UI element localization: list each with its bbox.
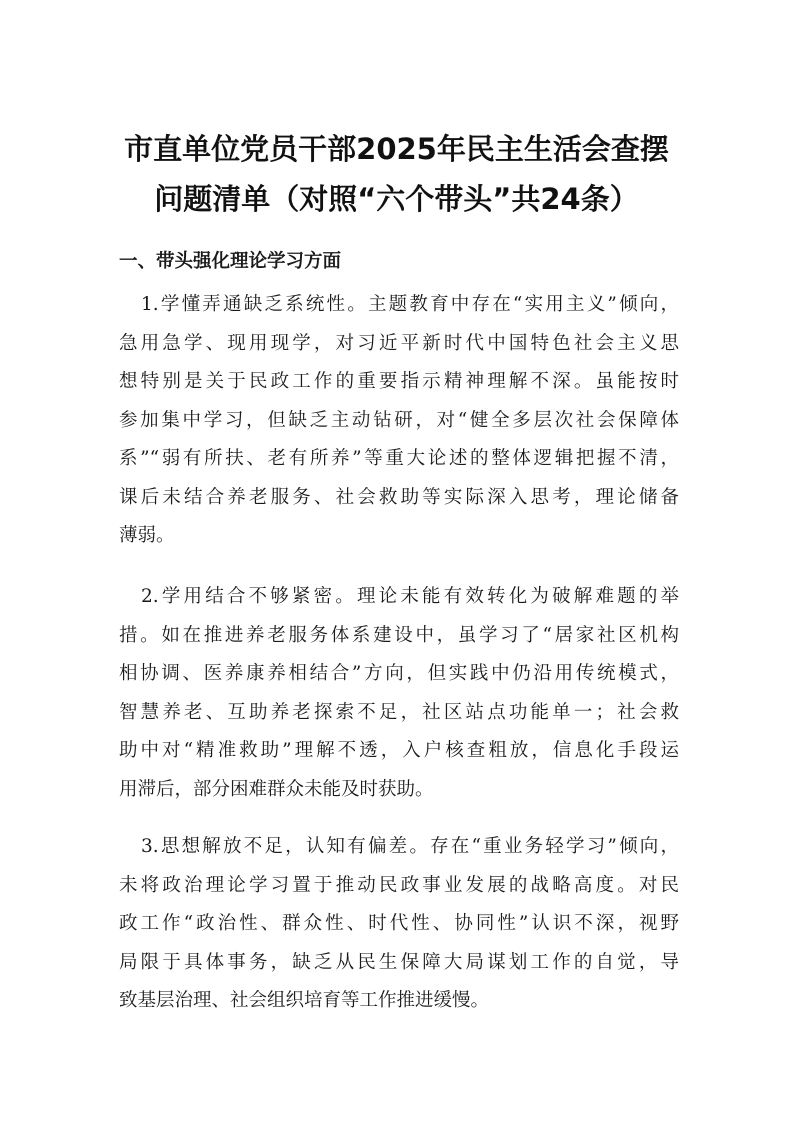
item-1-line-5: 系”“弱有所扶、老有所养”等重大论述的整体逻辑把握不清，: [119, 448, 679, 469]
item-1-line-1: 1.学懂弄通缺乏系统性。主题教育中存在“实用主义”倾向，: [141, 294, 679, 315]
item-3-line-5: 致基层治理、社会组织培育等工作推进缓慢。: [119, 990, 490, 1011]
document-title: [110, 124, 683, 224]
item-1-line-7: 薄弱。: [119, 525, 175, 546]
item-1-line-2: 急用急学、现用现学，对习近平新时代中国特色社会主义思: [119, 332, 679, 354]
item-3-line-4: 局限于具体事务，缺乏从民生保障大局谋划工作的自觉，导: [119, 951, 679, 973]
item-1-line-6: 课后未结合养老服务、社会救助等实际深入思考，理论储备: [119, 486, 679, 508]
item-3-line-1: 3.思想解放不足，认知有偏差。存在“重业务轻学习”倾向，: [141, 836, 679, 857]
item-3-line-2: 未将政治理论学习置于推动民政事业发展的战略高度。对民: [119, 874, 679, 896]
section-heading: 一、带头强化理论学习方面: [119, 251, 342, 272]
item-3-paragraph: [119, 828, 679, 1021]
item-2-line-4: 智慧养老、互助养老探索不足，社区站点功能单一；社会救: [119, 701, 679, 723]
item-2-line-2: 措。如在推进养老服务体系建设中，虽学习了“居家社区机构: [119, 624, 679, 646]
title-line-1: 市直单位党员干部2025年民主生活会查摆: [124, 132, 669, 166]
item-2-line-6: 用滞后，部分困难群众未能及时获助。: [119, 778, 434, 800]
item-1-paragraph: [119, 286, 679, 556]
item-2-line-5: 助中对“精准救助”理解不透，入户核查粗放，信息化手段运: [119, 740, 679, 761]
item-2-line-3: 相协调、医养康养相结合”方向，但实践中仍沿用传统模式，: [119, 663, 679, 684]
item-2-paragraph: [119, 578, 679, 809]
item-3-line-3: 政工作“政治性、群众性、时代性、协同性”认识不深，视野: [119, 913, 679, 934]
item-1-line-3: 想特别是关于民政工作的重要指示精神理解不深。虽能按时: [119, 371, 679, 392]
item-2-line-1: 2.学用结合不够紧密。理论未能有效转化为破解难题的举: [141, 586, 679, 607]
title-line-2: 问题清单（对照“六个带头”共24条）: [154, 182, 639, 216]
item-1-line-4: 参加集中学习，但缺乏主动钻研，对“健全多层次社会保障体: [119, 409, 679, 431]
